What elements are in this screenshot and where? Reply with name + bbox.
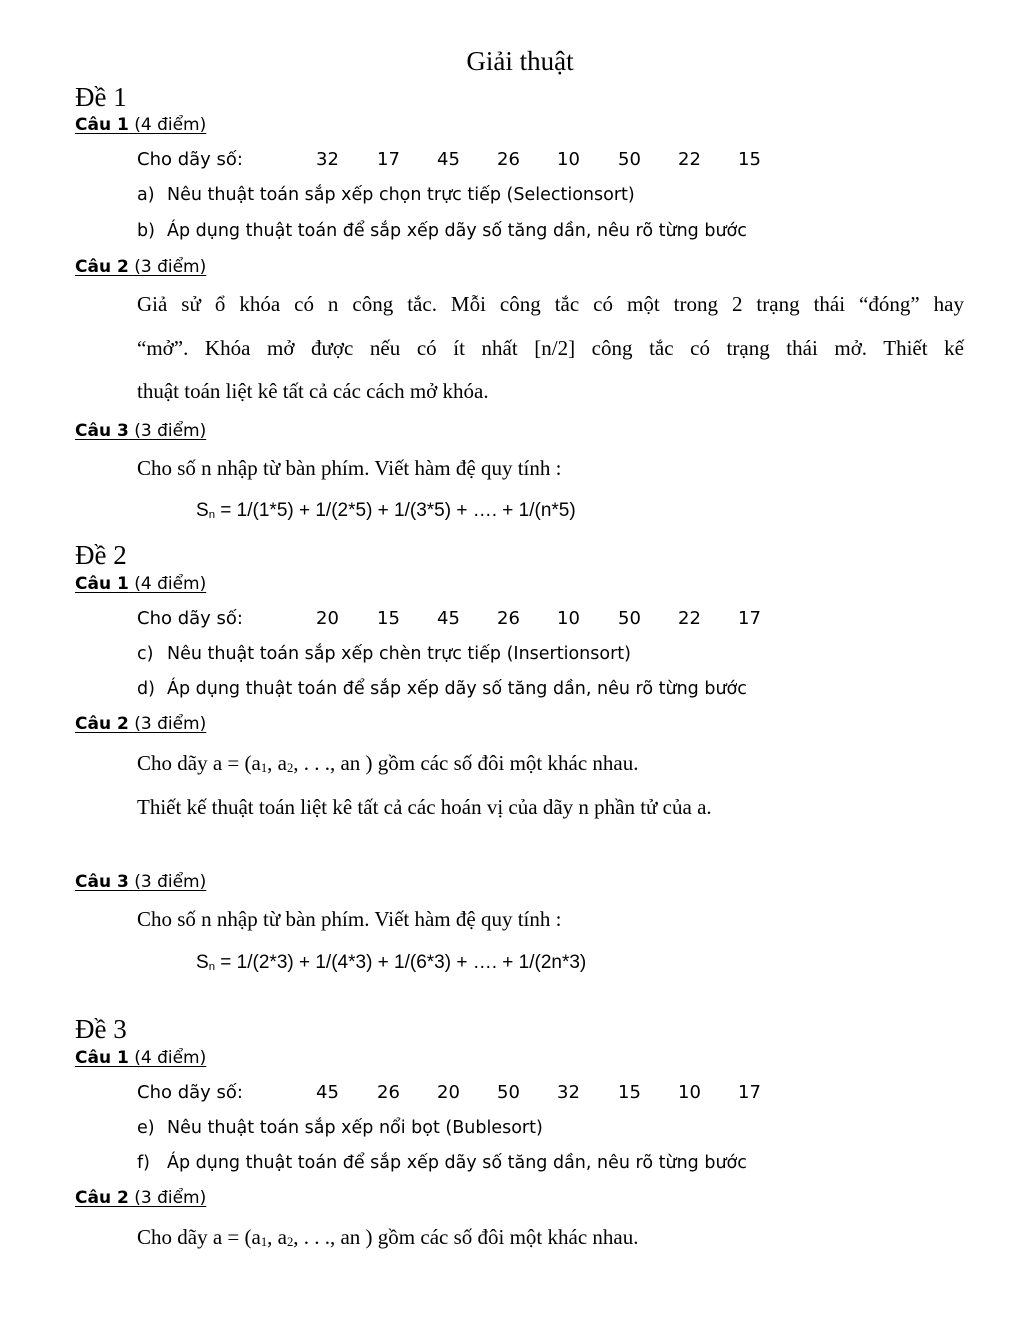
- text-part: , a: [267, 751, 287, 775]
- sequence-number: 50: [618, 608, 641, 629]
- formula: [196, 952, 586, 974]
- sequence-number: 45: [316, 1082, 339, 1103]
- text-part: , . . ., an ) gồm các số đôi một khác nhau.: [293, 751, 639, 775]
- text-part: , . . ., an ) gồm các số đôi một khác nhau.: [293, 1225, 639, 1249]
- exam-1-q2-heading: [75, 257, 206, 277]
- list-marker: b): [137, 221, 155, 241]
- sequence-number: 45: [437, 149, 460, 170]
- formula: [196, 500, 576, 522]
- exam-2-heading: Đề 2: [75, 540, 127, 570]
- sequence-number: 50: [618, 149, 641, 170]
- question-points: (3 điểm): [128, 421, 207, 441]
- list-text: Nêu thuật toán sắp xếp chọn trực tiếp (Selectionsort): [167, 185, 635, 205]
- sequence-number: 10: [557, 608, 580, 629]
- exam-3-q2-heading: [75, 1188, 206, 1208]
- text-part: Cho dãy a = (a: [137, 1225, 261, 1249]
- formula-subscript: n: [208, 509, 216, 521]
- list-text: Áp dụng thuật toán để sắp xếp dãy số tăng dần, nêu rõ từng bước: [167, 221, 747, 241]
- list-marker: e): [137, 1118, 155, 1138]
- list-item: [137, 221, 747, 241]
- question-text: Cho số n nhập từ bàn phím. Viết hàm đệ quy tính :: [137, 907, 562, 931]
- sequence-number: 10: [678, 1082, 701, 1103]
- sequence-number: 17: [738, 608, 761, 629]
- sequence-number: 50: [497, 1082, 520, 1103]
- sequence-number: 15: [738, 149, 761, 170]
- list-marker: c): [137, 644, 154, 664]
- question-text: [137, 751, 638, 776]
- list-text: Nêu thuật toán sắp xếp chèn trực tiếp (Insertionsort): [167, 644, 631, 664]
- paragraph-line: “mở”. Khóa mở được nếu có ít nhất [n/2] công tắc có trạng thái mở. Thiết kế: [137, 336, 964, 360]
- exam-1-q1-heading: [75, 115, 206, 135]
- list-item: [137, 644, 631, 664]
- sequence-number: 26: [377, 1082, 400, 1103]
- subscript: 2: [286, 761, 294, 775]
- question-points: (4 điểm): [128, 1048, 207, 1068]
- formula-rest: = 1/(1*5) + 1/(2*5) + 1/(3*5) + …. + 1/(n*5): [215, 500, 576, 521]
- question-points: (4 điểm): [128, 574, 207, 594]
- exam-2-q2-heading: [75, 714, 206, 734]
- exam-3-heading: Đề 3: [75, 1014, 127, 1044]
- list-text: Áp dụng thuật toán để sắp xếp dãy số tăng dần, nêu rõ từng bước: [167, 1153, 747, 1173]
- sequence-number: 15: [618, 1082, 641, 1103]
- list-item: [137, 679, 747, 699]
- exam-3-sequence-label: Cho dãy số:: [137, 1082, 243, 1103]
- sequence-number: 17: [738, 1082, 761, 1103]
- question-text: Thiết kế thuật toán liệt kê tất cả các hoán vị của dãy n phần tử của a.: [137, 795, 712, 819]
- question-label: Câu 2: [75, 257, 129, 277]
- list-text: Áp dụng thuật toán để sắp xếp dãy số tăng dần, nêu rõ từng bước: [167, 679, 747, 699]
- exam-2-q1-heading: [75, 574, 206, 594]
- sequence-number: 17: [377, 149, 400, 170]
- subscript: 2: [286, 1235, 294, 1249]
- list-marker: d): [137, 679, 155, 699]
- subscript: 1: [260, 1235, 268, 1249]
- text-part: , a: [267, 1225, 287, 1249]
- question-label: Câu 2: [75, 714, 129, 734]
- question-label: Câu 3: [75, 872, 129, 892]
- formula-base: S: [196, 952, 209, 973]
- exam-2-q3-heading: [75, 872, 206, 892]
- list-item: [137, 1118, 543, 1138]
- sequence-number: 26: [497, 608, 520, 629]
- sequence-number: 32: [316, 149, 339, 170]
- question-label: Câu 1: [75, 1048, 129, 1068]
- page-title: Giải thuật: [466, 46, 574, 76]
- exam-1-sequence-label: Cho dãy số:: [137, 149, 243, 170]
- subscript: 1: [260, 761, 268, 775]
- sequence-number: 32: [557, 1082, 580, 1103]
- sequence-number: 15: [377, 608, 400, 629]
- sequence-number: 20: [437, 1082, 460, 1103]
- sequence-number: 22: [678, 149, 701, 170]
- question-points: (3 điểm): [128, 714, 207, 734]
- sequence-number: 45: [437, 608, 460, 629]
- list-marker: f): [137, 1153, 150, 1173]
- question-text: [137, 1225, 638, 1250]
- question-label: Câu 1: [75, 574, 129, 594]
- sequence-number: 22: [678, 608, 701, 629]
- question-label: Câu 1: [75, 115, 129, 135]
- sequence-number: 26: [497, 149, 520, 170]
- list-item: [137, 185, 635, 205]
- exam-1-heading: Đề 1: [75, 82, 127, 112]
- question-label: Câu 2: [75, 1188, 129, 1208]
- question-points: (4 điểm): [128, 115, 207, 135]
- formula-rest: = 1/(2*3) + 1/(4*3) + 1/(6*3) + …. + 1/(2n*3): [215, 952, 587, 973]
- question-points: (3 điểm): [128, 1188, 207, 1208]
- question-points: (3 điểm): [128, 257, 207, 277]
- formula-subscript: n: [208, 961, 216, 973]
- list-marker: a): [137, 185, 155, 205]
- paragraph-line: thuật toán liệt kê tất cả các cách mở khóa.: [137, 379, 489, 403]
- list-text: Nêu thuật toán sắp xếp nổi bọt (Bublesort): [167, 1118, 543, 1138]
- formula-base: S: [196, 500, 209, 521]
- sequence-number: 20: [316, 608, 339, 629]
- sequence-number: 10: [557, 149, 580, 170]
- exam-2-sequence-label: Cho dãy số:: [137, 608, 243, 629]
- list-item: [137, 1153, 747, 1173]
- question-text: Cho số n nhập từ bàn phím. Viết hàm đệ quy tính :: [137, 456, 562, 480]
- paragraph-line: Giả sử ổ khóa có n công tắc. Mỗi công tắc có một trong 2 trạng thái “đóng” hay: [137, 292, 964, 316]
- question-label: Câu 3: [75, 421, 129, 441]
- exam-1-q3-heading: [75, 421, 206, 441]
- exam-3-q1-heading: [75, 1048, 206, 1068]
- question-points: (3 điểm): [128, 872, 207, 892]
- text-part: Cho dãy a = (a: [137, 751, 261, 775]
